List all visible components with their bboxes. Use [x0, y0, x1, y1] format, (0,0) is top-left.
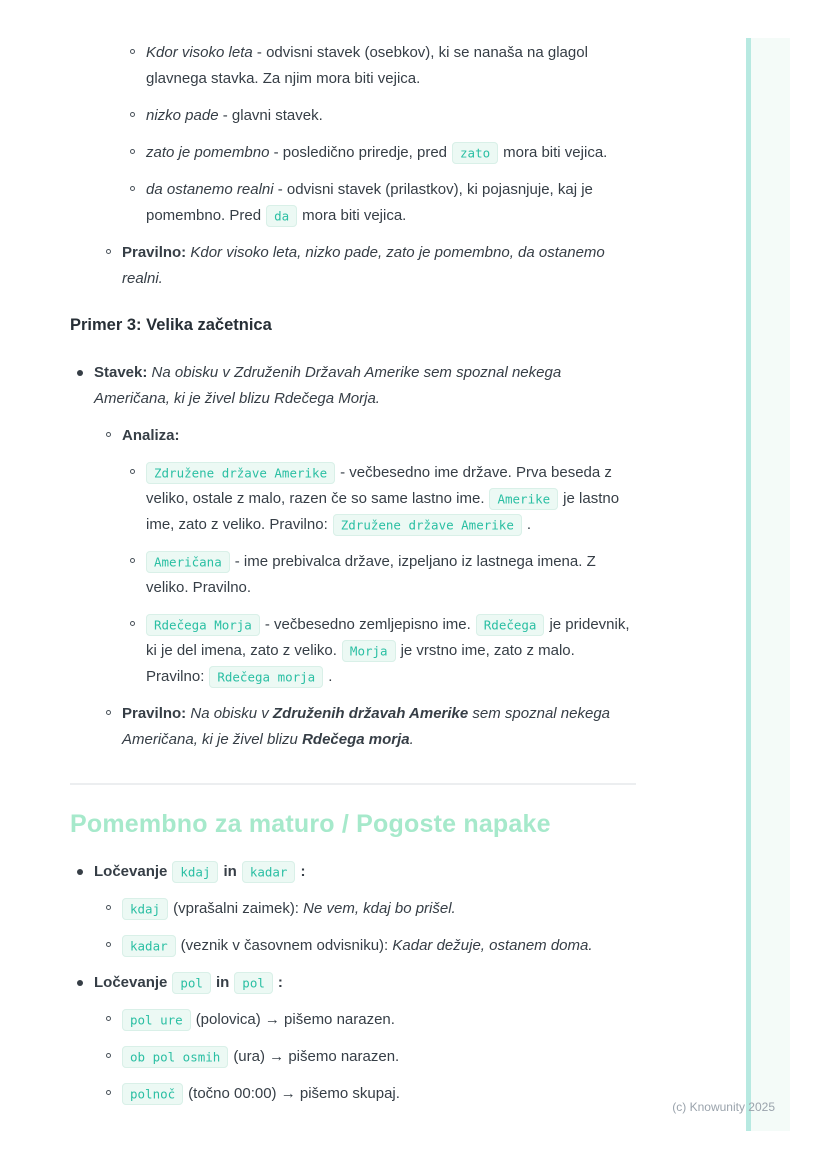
text-run: Pravilno: [122, 705, 187, 722]
bullet-icon [77, 869, 83, 875]
inline-code-chip: Rdečega Morja [146, 614, 260, 636]
inline-code-chip: kadar [242, 861, 296, 883]
text-run: je vrstno ime, zato z malo. Pravilno: [146, 642, 575, 685]
list-item [70, 1007, 636, 1033]
text-run: Ločevanje [94, 974, 168, 991]
inline-code-chip: Amerike [489, 488, 558, 510]
text-run: (točno 00:00) → pišemo skupaj. [188, 1085, 400, 1102]
list-item [70, 140, 636, 166]
circle-bullet-icon [106, 942, 111, 947]
divider [70, 783, 636, 785]
text-run: - ime prebivalca države, izpeljano iz lastnega imena. Z veliko. Pravilno. [146, 553, 596, 596]
list-item [70, 933, 636, 959]
inline-code-chip: pol [172, 972, 211, 994]
inline-code-chip: kadar [122, 935, 176, 957]
text-run: Analiza: [122, 427, 180, 444]
list-item [70, 103, 636, 129]
circle-bullet-icon [130, 558, 135, 563]
inline-code-chip: Rdečega [476, 614, 545, 636]
text-run: . [328, 668, 333, 685]
inline-code-chip: Združene države Amerike [333, 514, 522, 536]
footer-credit: (c) Knowunity 2025 [672, 1100, 775, 1114]
section-heading: Primer 3: Velika začetnica [70, 316, 272, 334]
list-item [70, 360, 636, 412]
text-run: - posledično priredje, pred [269, 144, 448, 161]
list-item [70, 859, 636, 885]
circle-bullet-icon [130, 49, 135, 54]
bullet-icon [77, 980, 83, 986]
text-run: . [526, 516, 532, 533]
text-run: Združenih državah Amerike [272, 705, 469, 722]
inline-code-chip: polnoč [122, 1083, 183, 1105]
text-run: da ostanemo realni [146, 181, 274, 198]
circle-bullet-icon [106, 1053, 111, 1058]
text-run: in [223, 863, 237, 880]
text-run: . [409, 731, 414, 748]
list-item [70, 423, 636, 449]
text-run: (ura) → pišemo narazen. [233, 1048, 400, 1065]
text-run: Rdečega morja [302, 731, 410, 748]
circle-bullet-icon [106, 249, 111, 254]
text-run: Kdor visoko leta [146, 44, 253, 61]
text-run: in [215, 974, 230, 991]
list-item [70, 177, 636, 229]
text-run: - odvisni stavek (prilastkov), ki pojasnjuje, kaj je pomembno. Pred [146, 181, 593, 224]
inline-code-chip: ob pol osmih [122, 1046, 228, 1068]
text-run: (veznik v časovnem odvisniku): [180, 937, 393, 954]
text-run: je lastno ime, zato z veliko. Pravilno: [146, 490, 620, 533]
text-run: - večbesedno zemljepisno ime. [264, 616, 471, 633]
inline-code-chip: Američana [146, 551, 230, 573]
list-item [70, 40, 636, 92]
text-run: (polovica) → pišemo narazen. [195, 1011, 395, 1028]
text-run: - glavni stavek. [218, 107, 323, 124]
list-item [70, 460, 636, 538]
text-run: Stavek: [94, 364, 148, 381]
circle-bullet-icon [106, 710, 111, 715]
list-item [70, 701, 636, 753]
text-run: Kdor visoko leta, nizko pade, zato je pomembno, da ostanemo realni. [122, 244, 605, 287]
list-item [70, 1044, 636, 1070]
text-run: je pridevnik, ki je del imena, zato z veliko. [146, 616, 630, 659]
document-content [70, 40, 636, 1118]
text-run: Ločevanje [94, 863, 168, 880]
list-item [70, 970, 636, 996]
text-run: (vprašalni zaimek): [173, 900, 304, 917]
inline-code-chip: kdaj [122, 898, 168, 920]
circle-bullet-icon [130, 621, 135, 626]
text-run: nizko pade [146, 107, 219, 124]
circle-bullet-icon [130, 186, 135, 191]
list-item [70, 1081, 636, 1107]
text-run: - odvisni stavek (osebkov), ki se nanaša na glagol glavnega stavka. Za njim mora biti vejica. [146, 44, 588, 87]
circle-bullet-icon [106, 905, 111, 910]
inline-code-chip: Morja [342, 640, 396, 662]
list-item [70, 240, 636, 292]
circle-bullet-icon [106, 1090, 111, 1095]
text-run: mora biti vejica. [302, 207, 407, 224]
list-item [70, 612, 636, 690]
inline-code-chip: kdaj [172, 861, 218, 883]
text-run: - večbesedno ime države. Prva beseda z veliko, ostale z malo, razen če so same lastno ime. [146, 464, 612, 507]
inline-code-chip: pol ure [122, 1009, 191, 1031]
inline-code-chip: zato [452, 142, 498, 164]
circle-bullet-icon [130, 149, 135, 154]
circle-bullet-icon [130, 469, 135, 474]
circle-bullet-icon [130, 112, 135, 117]
text-run: Na obisku v Združenih Državah Amerike sem spoznal nekega Američana, ki je živel blizu Rdečega Morja. [94, 364, 562, 407]
text-run: : [277, 974, 283, 991]
inline-code-chip: pol [234, 972, 273, 994]
list-item [70, 549, 636, 601]
inline-code-chip: da [266, 205, 297, 227]
main-heading: Pomembno za maturo / Pogoste napake [70, 810, 551, 838]
circle-bullet-icon [106, 432, 111, 437]
text-run: Na obisku v [186, 705, 273, 722]
bullet-icon [77, 370, 83, 376]
inline-code-chip: Rdečega morja [209, 666, 323, 688]
list-item [70, 896, 636, 922]
text-run: sem spoznal nekega Američana, ki je živel blizu [122, 705, 611, 748]
inline-code-chip: Združene države Amerike [146, 462, 335, 484]
text-run: : [300, 863, 306, 880]
text-run: mora biti vejica. [503, 144, 608, 161]
text-run: Kadar dežuje, ostanem doma. [392, 937, 593, 954]
circle-bullet-icon [106, 1016, 111, 1021]
text-run: Pravilno: [122, 244, 187, 261]
text-run: Ne vem, kdaj bo prišel. [303, 900, 456, 917]
text-run: zato je pomembno [146, 144, 270, 161]
scrollbar[interactable] [746, 38, 790, 1131]
